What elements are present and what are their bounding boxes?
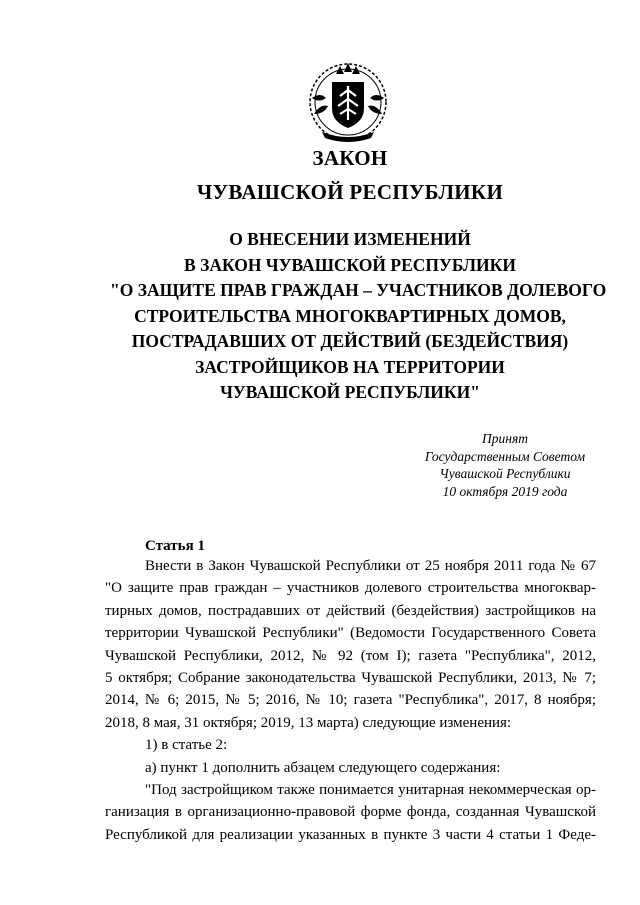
adoption-line: Государственным Советом — [424, 448, 586, 464]
body-line: 1) в статье 2: — [145, 737, 228, 754]
adoption-note — [390, 430, 620, 500]
body-line: тирных домов, пострадавших от действий (бездействия) застройщиков на — [105, 602, 596, 619]
law-subtitle — [110, 227, 607, 406]
law-title: ЗАКОН — [312, 146, 388, 170]
adoption-line: Чувашской Республики — [439, 466, 571, 481]
subtitle-line: "О ЗАЩИТЕ ПРАВ ГРАЖДАН – УЧАСТНИКОВ ДОЛЕВОГО — [110, 280, 607, 300]
article-body — [105, 555, 596, 846]
body-line: 5 октября; Собрание законодательства Чувашской Республики, 2013, № 7; — [105, 670, 596, 687]
body-line: "Под застройщиком также понимается унитарная некоммерческая ор- — [145, 782, 596, 799]
subtitle-line: СТРОИТЕЛЬСТВА МНОГОКВАРТИРНЫХ ДОМОВ, — [134, 305, 566, 326]
subtitle-line: ЗАСТРОЙЩИКОВ НА ТЕРРИТОРИИ — [195, 356, 505, 377]
body-line: Внести в Закон Чувашской Республики от 25 ноября 2011 года № 67 — [145, 558, 596, 574]
adoption-line: Принят — [482, 431, 528, 446]
subtitle-line: О ВНЕСЕНИИ ИЗМЕНЕНИЙ — [229, 229, 471, 249]
body-line: Чувашской Республики, 2012, № 92 (том I); газета "Республика", 2012, — [105, 647, 596, 664]
article-heading: Статья 1 — [145, 538, 205, 554]
body-line: Республикой для реализации указанных в пункте 3 части 4 статьи 1 Феде- — [105, 826, 596, 843]
subtitle-line: ЧУВАШСКОЙ РЕСПУБЛИКИ" — [220, 382, 480, 402]
subtitle-line: В ЗАКОН ЧУВАШСКОЙ РЕСПУБЛИКИ — [184, 254, 516, 275]
body-line: 2018, 8 мая, 31 октября; 2019, 13 марта) следующие изменения: — [105, 714, 512, 731]
body-line: "О защите прав граждан – участников долевого строительства многоквар- — [105, 580, 596, 597]
chuvash-republic-emblem-icon — [300, 52, 396, 148]
body-line: ганизация в организационно-правовой форме фонда, созданная Чувашской — [105, 804, 596, 821]
adoption-date: 10 октября 2019 года — [442, 483, 568, 499]
republic-title: ЧУВАШСКОЙ РЕСПУБЛИКИ — [196, 180, 504, 204]
body-line: а) пункт 1 дополнить абзацем следующего содержания: — [145, 759, 501, 776]
subtitle-line: ПОСТРАДАВШИХ ОТ ДЕЙСТВИЙ (БЕЗДЕЙСТВИЯ) — [131, 331, 569, 351]
body-line: 2014, № 6; 2015, № 5; 2016, № 10; газета "Республика", 2017, 8 ноября; — [105, 692, 596, 709]
body-line: территории Чувашской Республики" (Ведомости Государственного Совета — [105, 625, 596, 642]
